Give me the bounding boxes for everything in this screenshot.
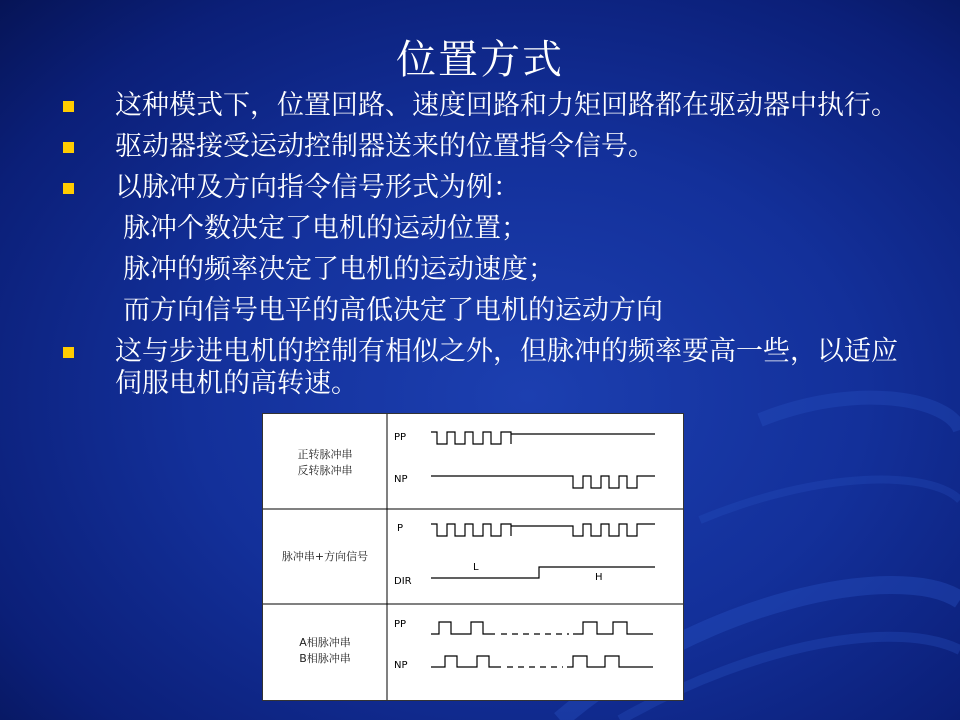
sub-item: 脉冲个数决定了电机的运动位置； <box>123 213 528 244</box>
row2-level-high: H <box>595 572 603 583</box>
bullet-square-icon <box>63 142 74 153</box>
row1-signal-np: NP <box>394 474 408 485</box>
row3-label-b: B相脉冲串 <box>299 652 351 665</box>
row1-np-wave <box>431 476 655 488</box>
row2-dir-wave <box>431 567 655 578</box>
row3-b-wave-left <box>431 656 501 667</box>
bullet-text: 以脉冲及方向指令信号形式为例： <box>115 172 520 203</box>
sub-item: 脉冲的频率决定了电机的运动速度； <box>123 254 555 285</box>
bullet-text: 驱动器接受运动控制器送来的位置指令信号。 <box>115 131 655 162</box>
bullet-square-icon <box>63 347 74 358</box>
slide-title: 位置方式 <box>396 37 564 83</box>
bullet-item <box>60 90 900 122</box>
bullet-item <box>60 336 900 400</box>
row1-label-forward: 正转脉冲串 <box>297 448 353 461</box>
bullet-text: 这种模式下，位置回路、速度回路和力矩回路都在驱动器中执行。 <box>115 90 898 121</box>
row1-label-reverse: 反转脉冲串 <box>297 464 353 477</box>
row2-signal-p: P <box>397 523 404 534</box>
sub-item: 而方向信号电平的高低决定了电机的运动方向 <box>123 295 663 326</box>
row2-signal-dir: DIR <box>394 576 412 587</box>
bullet-item <box>60 131 900 163</box>
bullet-item <box>60 172 900 204</box>
bullet-text: 这与步进电机的控制有相似之外，但脉冲的频率要高一些，以适应伺服电机的高转速。 <box>115 336 898 399</box>
row3-label-a: A相脉冲串 <box>299 636 351 649</box>
bullet-square-icon <box>63 183 74 194</box>
pulse-diagram <box>262 413 684 701</box>
bullet-list <box>60 90 900 409</box>
row3-a-wave-left <box>431 622 495 634</box>
row3-a-wave-right <box>573 622 653 634</box>
row3-b-wave-right <box>567 656 653 667</box>
pulse-diagram-svg <box>263 414 683 700</box>
row1-pp-wave <box>431 432 655 444</box>
row3-signal-np: NP <box>394 660 408 671</box>
row3-signal-pp: PP <box>394 619 407 630</box>
row2-p-wave <box>431 524 655 536</box>
row2-level-low: L <box>473 562 479 573</box>
row2-label: 脉冲串+方向信号 <box>281 550 369 563</box>
row1-signal-pp: PP <box>394 432 407 443</box>
bullet-square-icon <box>63 101 74 112</box>
